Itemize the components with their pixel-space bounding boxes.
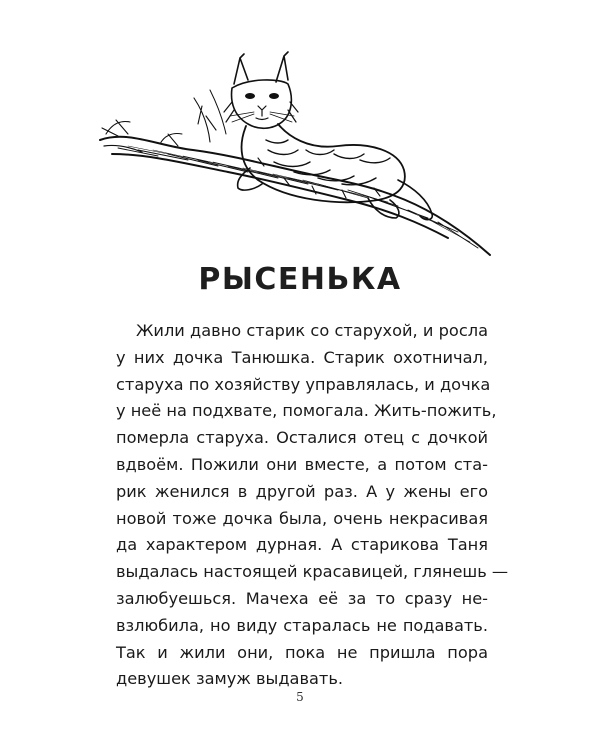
lynx-illustration bbox=[98, 50, 492, 260]
text-line: у них дочка Танюшка. Старик охотничал, bbox=[116, 347, 488, 367]
text-line: Жили давно старик со старухой, и росла bbox=[136, 321, 488, 340]
story-text bbox=[116, 318, 509, 693]
text-line: у неё на подхвате, помогала. Жить-пожить, bbox=[116, 401, 497, 421]
lynx-on-branch-icon bbox=[98, 50, 492, 260]
text-line: померла старуха. Осталися отец с дочкой bbox=[116, 428, 488, 448]
text-line: взлюбила, но виду старалась не подавать. bbox=[116, 615, 488, 635]
text-line: залюбуешься. Мачеха её за то сразу не- bbox=[116, 588, 488, 608]
text-line: вдвоём. Пожили они вместе, а потом ста- bbox=[116, 454, 488, 474]
text-line: Так и жили они, пока не пришла пора bbox=[116, 642, 488, 662]
text-line: выдалась настоящей красавицей, глянешь — bbox=[116, 562, 509, 582]
text-line: да характером дурная. А старикова Таня bbox=[116, 535, 488, 555]
text-line: девушек замуж выдавать. bbox=[116, 669, 344, 689]
text-line: старуха по хозяйству управлялась, и дочка bbox=[116, 374, 491, 394]
text-line: рик женился в другой раз. А у жены его bbox=[116, 481, 488, 501]
text-line: новой тоже дочка была, очень некрасивая bbox=[116, 508, 488, 528]
page-number: 5 bbox=[296, 690, 304, 704]
chapter-title: РЫСЕНЬКА bbox=[198, 262, 402, 297]
